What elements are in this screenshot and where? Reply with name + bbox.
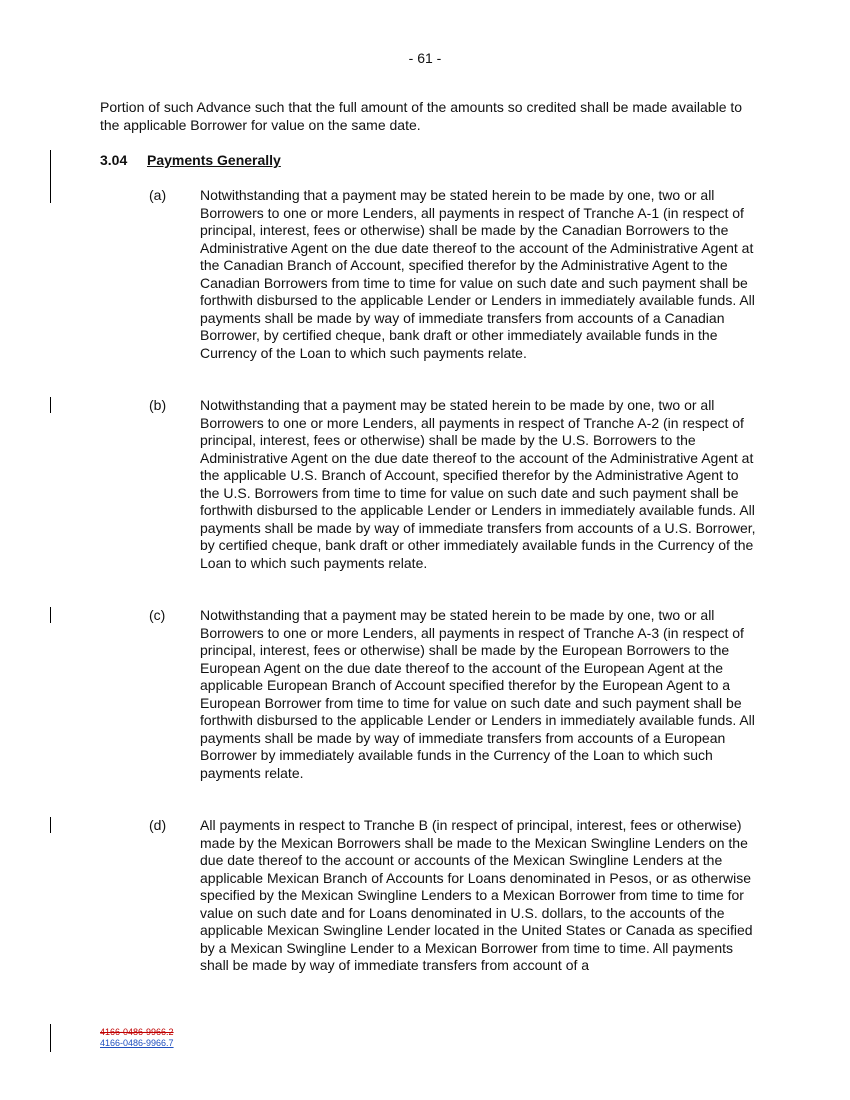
paragraph-label: (b) bbox=[149, 397, 167, 413]
paragraph-text: Notwithstanding that a payment may be stated herein to be made by one, two or all Borrowers to one or more Lenders, all payments in respect of Tranche A-1 (in respect of principal, interest, fees or otherwise) shall be made by the Canadian Borrowers to the Administrative Agent on the due date thereof to the account of the Administrative Agent at the Canadian Branch of Account, specified therefor by the Administrative Agent to the Canadian Borrowers from time to time for value on such date and such payment shall be forthwith disbursed to the applicable Lender or Lenders in immediately available funds. All payments shall be made by way of immediate transfers from accounts of a Canadian Borrower, by certified cheque, bank draft or other immediately available funds in the Currency of the Loan to which such payments relate. bbox=[200, 187, 755, 361]
section-title: Payments Generally bbox=[147, 152, 281, 168]
intro-paragraph: Portion of such Advance such that the full amount of the amounts so credited shall be made available to the applicable Borrower for value on the same date. bbox=[100, 99, 743, 133]
deleted-document-id: 4166-0486-9966.2 bbox=[100, 1027, 174, 1037]
paragraph-label: (c) bbox=[149, 607, 166, 623]
paragraph-label: (d) bbox=[149, 817, 167, 833]
inserted-document-id: 4166-0486-9966.7 bbox=[100, 1038, 174, 1048]
section-heading bbox=[100, 152, 281, 170]
paragraph-label: (a) bbox=[149, 187, 167, 203]
page-number: - 61 - bbox=[408, 50, 442, 66]
change-bar bbox=[50, 150, 51, 203]
document-id-footer bbox=[100, 1027, 174, 1049]
paragraph-d bbox=[149, 817, 757, 975]
change-bar bbox=[50, 1024, 51, 1052]
change-bar bbox=[50, 607, 51, 623]
paragraph-b bbox=[149, 397, 757, 572]
paragraph-text: Notwithstanding that a payment may be stated herein to be made by one, two or all Borrowers to one or more Lenders, all payments in respect of Tranche A-3 (in respect of principal, interest, fees or otherwise) shall be made by the European Borrowers to the European Agent on the due date thereof to the account of the European Agent at the applicable European Branch of Account specified therefor by the European Agent to a European Borrower from time to time for value on such date and such payment shall be forthwith disbursed to the applicable Lender or Lenders in immediately available funds. All payments shall be made by way of immediate transfers from accounts of a European Borrower by immediately available funds in the Currency of the Loan to which such payments relate. bbox=[200, 607, 755, 781]
paragraph-text: All payments in respect to Tranche B (in respect of principal, interest, fees or otherwise) made by the Mexican Borrowers shall be made to the Mexican Swingline Lenders on the due date thereof to the account or accounts of the Mexican Swingline Lenders at the applicable Mexican Branch of Accounts for Loans denominated in Pesos, or as otherwise specified by the Mexican Swingline Lenders to a Mexican Borrower from time to time for value on such date and for Loans denominated in U.S. dollars, to the accounts of the applicable Mexican Swingline Lender located in the United States or Canada as specified by a Mexican Swingline Lender to a Mexican Borrower from time to time. All payments shall be made by way of immediate transfers from account of a bbox=[200, 817, 753, 973]
section-number: 3.04 bbox=[100, 152, 128, 168]
change-bar bbox=[50, 817, 51, 833]
paragraph-text: Notwithstanding that a payment may be stated herein to be made by one, two or all Borrowers to one or more Lenders, all payments in respect of Tranche A-2 (in respect of principal, interest, fees or otherwise) shall be made by the U.S. Borrowers to the Administrative Agent on the due date thereof to the account of the Administrative Agent at the applicable U.S. Branch of Account, specified therefor by the Administrative Agent to the U.S. Borrowers from time to time for value on such date and such payment shall be forthwith disbursed to the applicable Lender or Lenders in immediately available funds. All payments shall be made by way of immediate transfers from accounts of a U.S. Borrower, by certified cheque, bank draft or other immediately available funds in the Currency of the Loan to which such payments relate. bbox=[200, 397, 756, 571]
paragraph-a bbox=[149, 187, 757, 362]
change-bar bbox=[50, 397, 51, 413]
paragraph-c bbox=[149, 607, 757, 782]
